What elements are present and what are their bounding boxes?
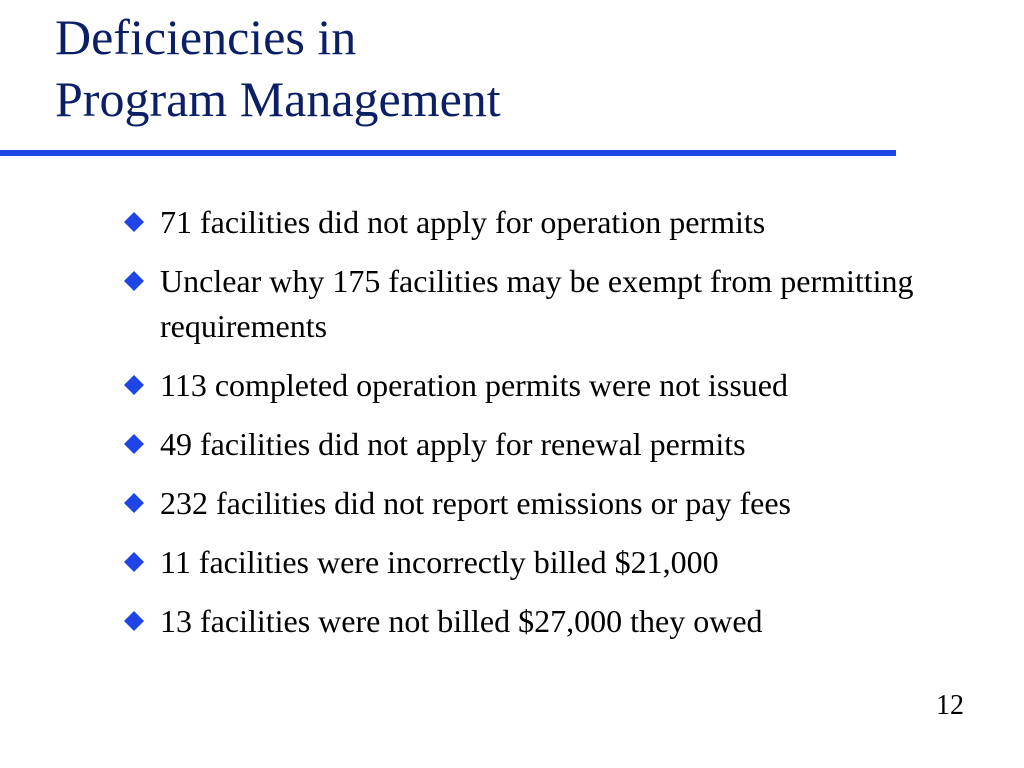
bullet-item [122, 481, 992, 526]
bullet-text: 113 completed operation permits were not issued [160, 367, 788, 403]
diamond-icon [124, 493, 144, 513]
title-line-1: Deficiencies in [55, 9, 357, 65]
bullet-item [122, 599, 992, 644]
diamond-icon [124, 552, 144, 572]
page-number: 12 [936, 690, 964, 721]
diamond-icon [124, 434, 144, 454]
diamond-icon [124, 375, 144, 395]
bullet-item [122, 363, 992, 408]
bullet-text: 11 facilities were incorrectly billed $21,000 [160, 544, 719, 580]
bullet-text: 49 facilities did not apply for renewal permits [160, 426, 746, 462]
bullet-item [122, 200, 992, 245]
bullet-text: 232 facilities did not report emissions or pay fees [160, 485, 791, 521]
diamond-icon [124, 271, 144, 291]
diamond-icon [124, 611, 144, 631]
bullet-text: Unclear why 175 facilities may be exempt from permitting requirements [160, 263, 914, 344]
bullet-item [122, 259, 992, 349]
bullet-item [122, 540, 992, 585]
bullet-text: 71 facilities did not apply for operation permits [160, 204, 766, 240]
bullet-item [122, 422, 992, 467]
diamond-icon [124, 212, 144, 232]
slide-title [55, 6, 501, 130]
bullet-list [122, 200, 992, 658]
bullet-text: 13 facilities were not billed $27,000 they owed [160, 603, 763, 639]
title-underline [0, 150, 896, 156]
title-line-2: Program Management [55, 71, 501, 127]
